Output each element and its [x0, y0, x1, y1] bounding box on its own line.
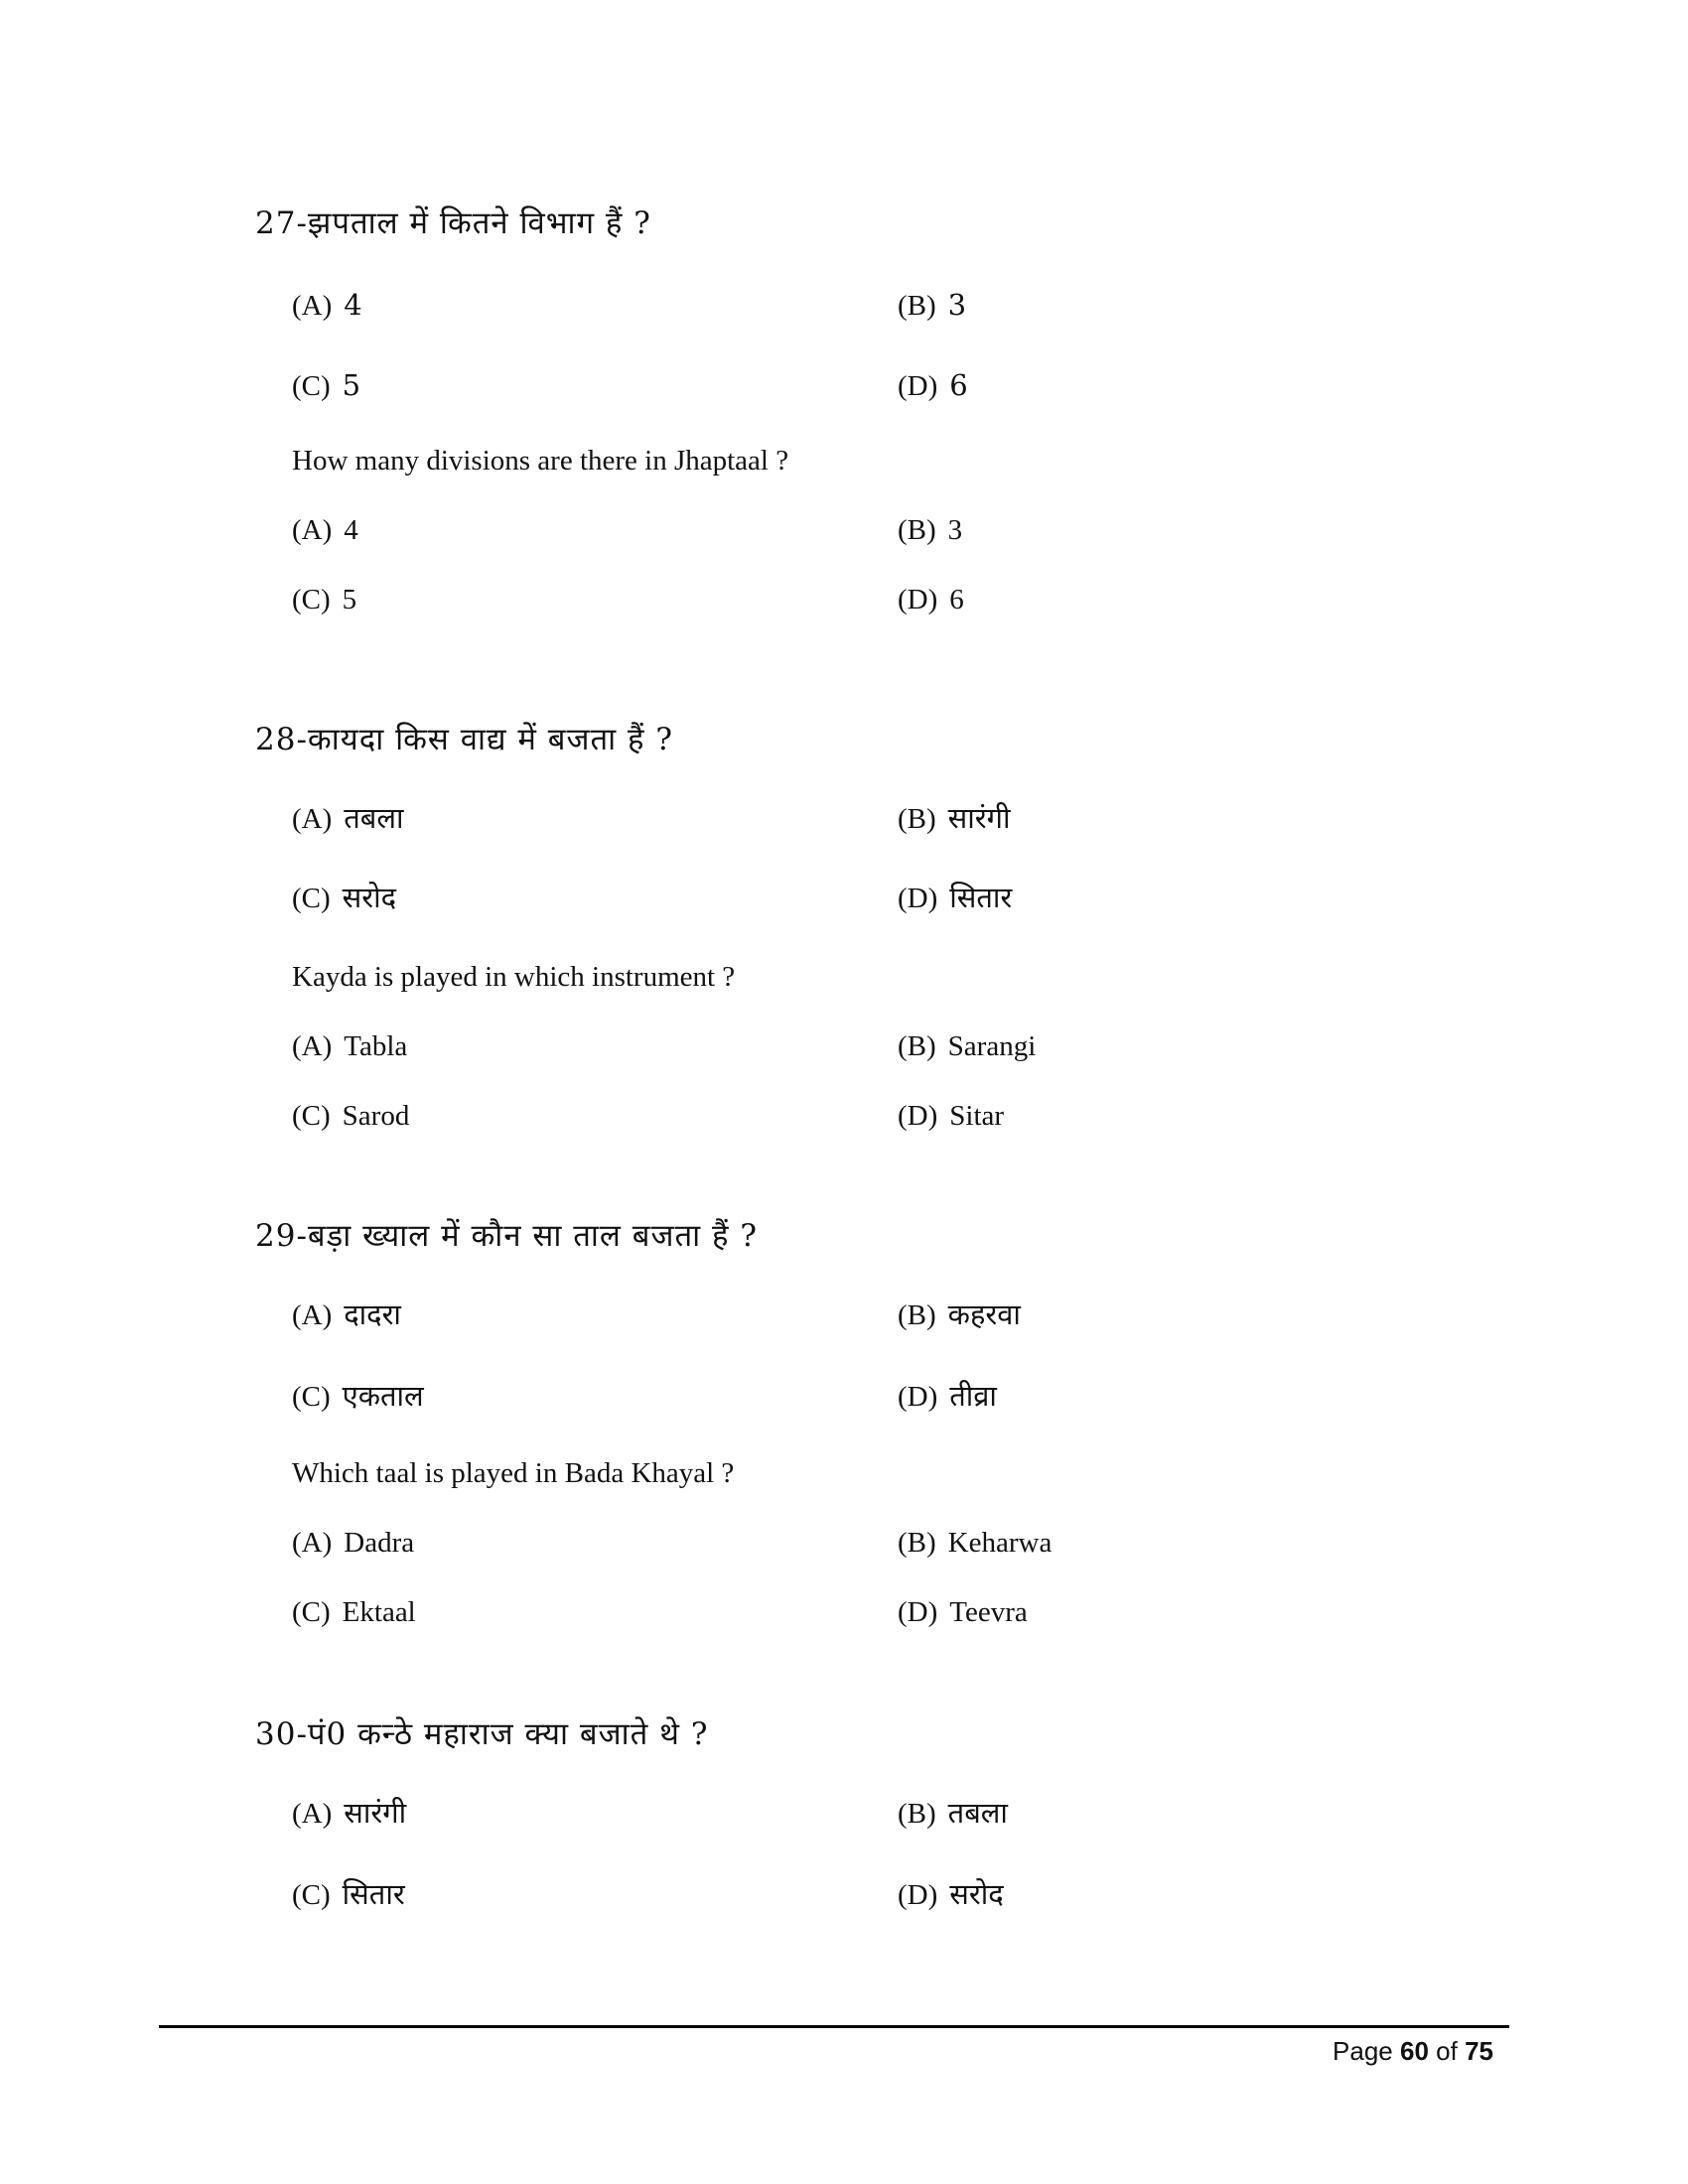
option-b: (B) 3 [898, 514, 963, 546]
options-row [292, 874, 1434, 921]
options-row [292, 1588, 1434, 1636]
options-row [292, 1789, 1434, 1837]
option-d: (D) 6 [898, 584, 964, 615]
question-text-english: Which taal is played in Bada Khayal ? [292, 1457, 735, 1489]
options-row [292, 506, 1434, 554]
option-a: (A) 4 [292, 514, 358, 546]
option-c: (C) 5 [292, 584, 357, 615]
options-row [292, 576, 1434, 623]
option-d: (D) सितार [898, 881, 1013, 914]
question-27 [255, 199, 1496, 615]
question-text-english: How many divisions are there in Jhaptaal ? [292, 445, 789, 477]
option-c: (C) एकताल [292, 1379, 424, 1413]
question-text-hindi: 29-बड़ा ख्याल में कौन सा ताल बजता हैं ? [255, 1218, 758, 1254]
page-number [1333, 2025, 1493, 2077]
option-d: (D) Sitar [898, 1100, 1005, 1132]
options-row [292, 1870, 1434, 1918]
options-row [292, 1519, 1434, 1567]
option-d: (D) तीव्रा [898, 1379, 997, 1413]
options-row [292, 281, 1434, 329]
option-c: (C) सरोद [292, 881, 397, 914]
options-row [292, 1291, 1434, 1338]
option-c: (C) 5 [292, 368, 361, 402]
question-29 [255, 1211, 1496, 1628]
question-text-hindi: 28-कायदा किस वाद्य में बजता हैं ? [255, 722, 673, 757]
options-row [292, 794, 1434, 842]
options-row [292, 1372, 1434, 1420]
current-page: 60 [1400, 2036, 1429, 2066]
total-pages: 75 [1465, 2036, 1493, 2066]
option-a: (A) तबला [292, 801, 404, 835]
question-text-english: Kayda is played in which instrument ? [292, 961, 736, 993]
question-text-hindi: 27-झपताल में कितने विभाग हैं ? [255, 205, 651, 241]
options-row [292, 361, 1434, 409]
option-b: (B) सारंगी [898, 801, 1011, 835]
option-a: (A) Tabla [292, 1030, 408, 1062]
option-d: (D) सरोद [898, 1877, 1004, 1911]
page-of: of [1436, 2036, 1458, 2066]
option-a: (A) 4 [292, 288, 362, 322]
options-row [292, 1092, 1434, 1140]
option-c: (C) Sarod [292, 1100, 410, 1132]
option-b: (B) 3 [898, 288, 967, 322]
option-b: (B) Sarangi [898, 1030, 1037, 1062]
option-b: (B) Keharwa [898, 1527, 1053, 1559]
question-text-hindi: 30-पं0 कन्ठे महाराज क्या बजाते थे ? [255, 1716, 709, 1752]
option-d: (D) 6 [898, 368, 968, 402]
question-30 [255, 1709, 1496, 1911]
option-a: (A) सारंगी [292, 1796, 407, 1830]
options-row [292, 1023, 1434, 1070]
option-b: (B) कहरवा [898, 1297, 1021, 1331]
option-a: (A) दादरा [292, 1297, 401, 1331]
page-label: Page [1333, 2036, 1393, 2066]
option-d: (D) Teevra [898, 1596, 1028, 1628]
option-a: (A) Dadra [292, 1527, 415, 1559]
footer-divider [159, 2025, 1509, 2028]
option-b: (B) तबला [898, 1796, 1008, 1830]
question-28 [255, 715, 1496, 1132]
option-c: (C) Ektaal [292, 1596, 416, 1628]
option-c: (C) सितार [292, 1877, 405, 1911]
